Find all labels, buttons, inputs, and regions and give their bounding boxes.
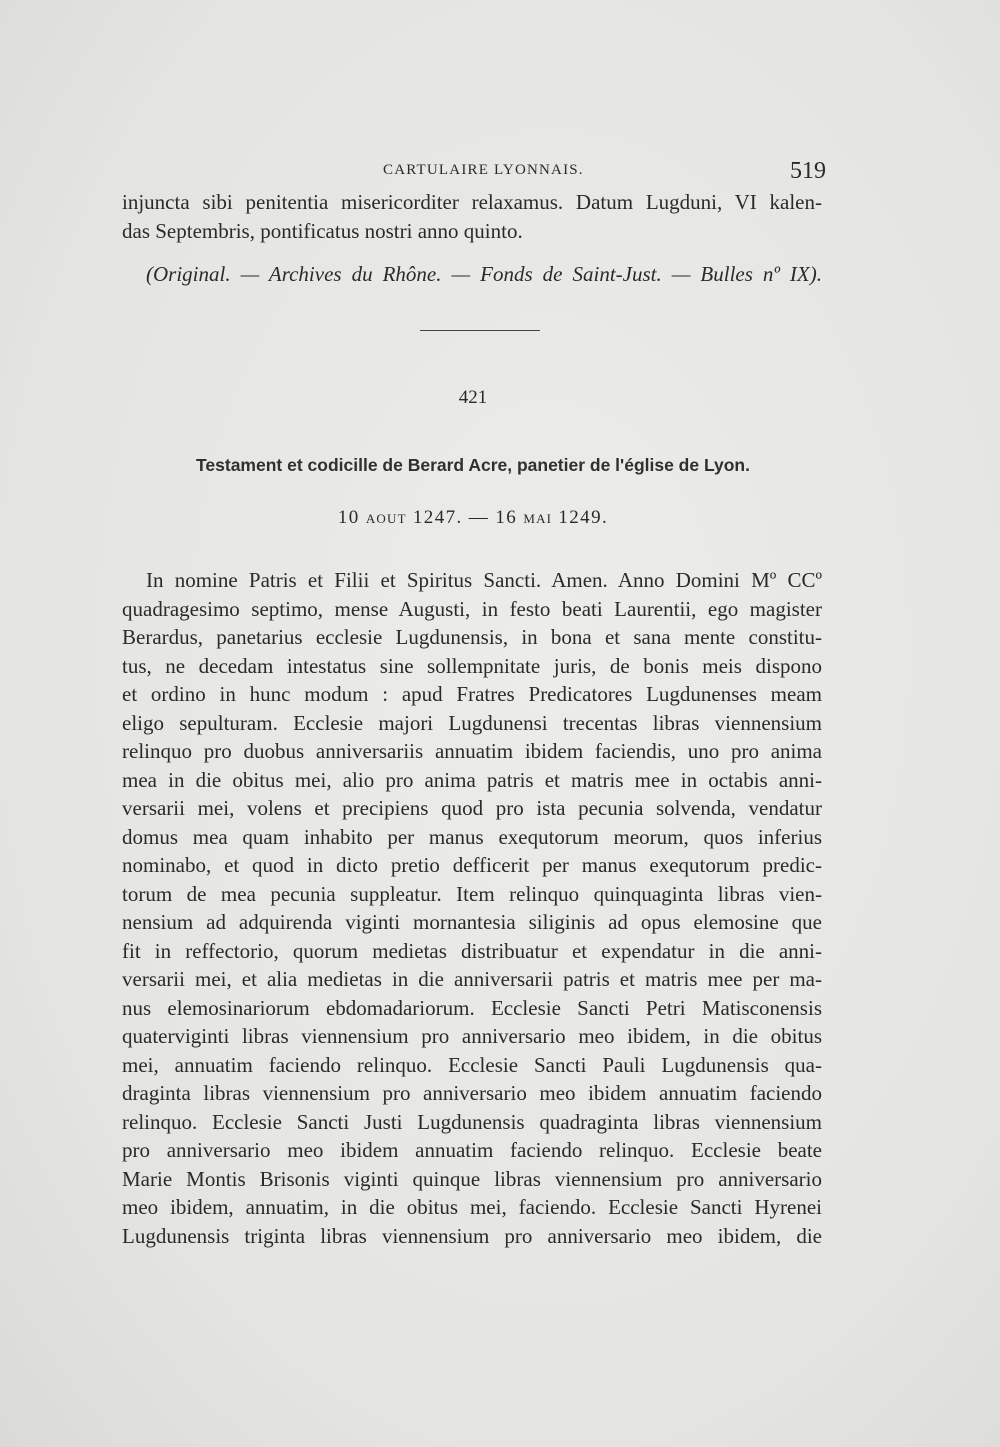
text-line: pro anniversario meo ibidem annuatim faciendo relinquo. Ecclesie beate <box>122 1138 822 1162</box>
text-line: injuncta sibi penitentia misericorditer relaxamus. Datum Lugduni, VI kalen- <box>122 190 822 214</box>
text-line: relinquo. Ecclesie Sancti Justi Lugdunensis quadraginta libras viennensium <box>122 1109 822 1134</box>
document-number: 421 <box>458 387 488 408</box>
separator-rule <box>420 330 540 331</box>
date-year-end: 1249. <box>558 507 609 528</box>
date-day-end: 16 <box>495 507 518 528</box>
text-line: tus, ne decedam intestatus sine sollempnitate juris, de bonis meis dispono <box>122 653 822 678</box>
page-header <box>0 158 1000 188</box>
text-line: et ordino in hunc modum : apud Fratres Predicatores Lugdunenses meam <box>122 682 822 706</box>
text-line: In nomine Patris et Filii et Spiritus Sancti. Amen. Anno Domini Mº CCº <box>146 568 822 592</box>
document-title: Testament et codicille de Berard Acre, panetier de l'église de Lyon. <box>196 455 750 475</box>
document-date <box>0 507 946 529</box>
text-line: mea in die obitus mei, alio pro anima patris et matris mee in octabis anni- <box>122 767 822 792</box>
text-line: quadragesimo septimo, mense Augusti, in festo beati Laurentii, ego magister <box>122 596 822 621</box>
text-line: fit in reffectorio, quorum medietas distribuatur et expendatur in die anni- <box>122 938 822 963</box>
source-note: (Original. — Archives du Rhône. — Fonds de Saint-Just. — Bulles nº IX). <box>146 262 822 286</box>
text-line: quaterviginti libras viennensium pro anniversario meo ibidem, in die obitus <box>122 1024 822 1048</box>
text-line: nensium ad adquirenda viginti mornantesia siliginis ad opus elemosine que <box>122 910 822 934</box>
text-line: meo ibidem, annuatim, in die obitus mei, faciendo. Ecclesie Sancti Hyrenei <box>122 1195 822 1219</box>
text-line: torum de mea pecunia suppleatur. Item relinquo quinquaginta libras vien- <box>122 881 822 906</box>
date-day-start: 10 <box>337 507 360 528</box>
text-line: nus elemosinariorum ebdomadariorum. Ecclesie Sancti Petri Matisconensis <box>122 995 822 1020</box>
text-line: Berardus, panetarius ecclesie Lugdunensis, in bona et sana mente constitu- <box>122 625 822 649</box>
text-line: das Septembris, pontificatus nostri anno quinto. <box>122 218 523 243</box>
text-line: Lugdunensis triginta libras viennensium pro anniversario meo ibidem, die <box>122 1223 822 1248</box>
main-text <box>122 566 822 1250</box>
text-line: eligo sepulturam. Ecclesie majori Lugdunensi trecentas libras viennensium <box>122 710 822 735</box>
date-year-start: 1247. <box>412 507 463 528</box>
date-month-end: MAI <box>523 511 553 526</box>
text-line: versarii mei, et alia medietas in die anniversarii patris et matris mee per ma- <box>122 967 822 991</box>
page-number: 519 <box>790 158 826 184</box>
text-line: Marie Montis Brisonis viginti quinque libras viennensium pro anniversario <box>122 1166 822 1191</box>
date-month-start: AOUT <box>365 511 407 526</box>
text-line: domus mea quam inhabito per manus exequtorum meorum, quos inferius <box>122 824 822 849</box>
date-separator: — <box>468 507 490 528</box>
running-head: CARTULAIRE LYONNAIS. <box>383 162 584 178</box>
text-line: versarii mei, volens et precipiens quod pro ista pecunia solvenda, vendatur <box>122 796 822 820</box>
text-line: nominabo, et quod in dicto pretio defficerit per manus exequtorum predic- <box>122 853 822 877</box>
text-line: mei, annuatim faciendo relinquo. Ecclesie Sancti Pauli Lugdunensis qua- <box>122 1052 822 1077</box>
continuation-paragraph <box>122 188 822 245</box>
text-line: relinquo pro duobus anniversariis annuatim ibidem faciendis, uno pro anima <box>122 739 822 763</box>
text-line: draginta libras viennensium pro anniversario meo ibidem annuatim faciendo <box>122 1081 822 1105</box>
